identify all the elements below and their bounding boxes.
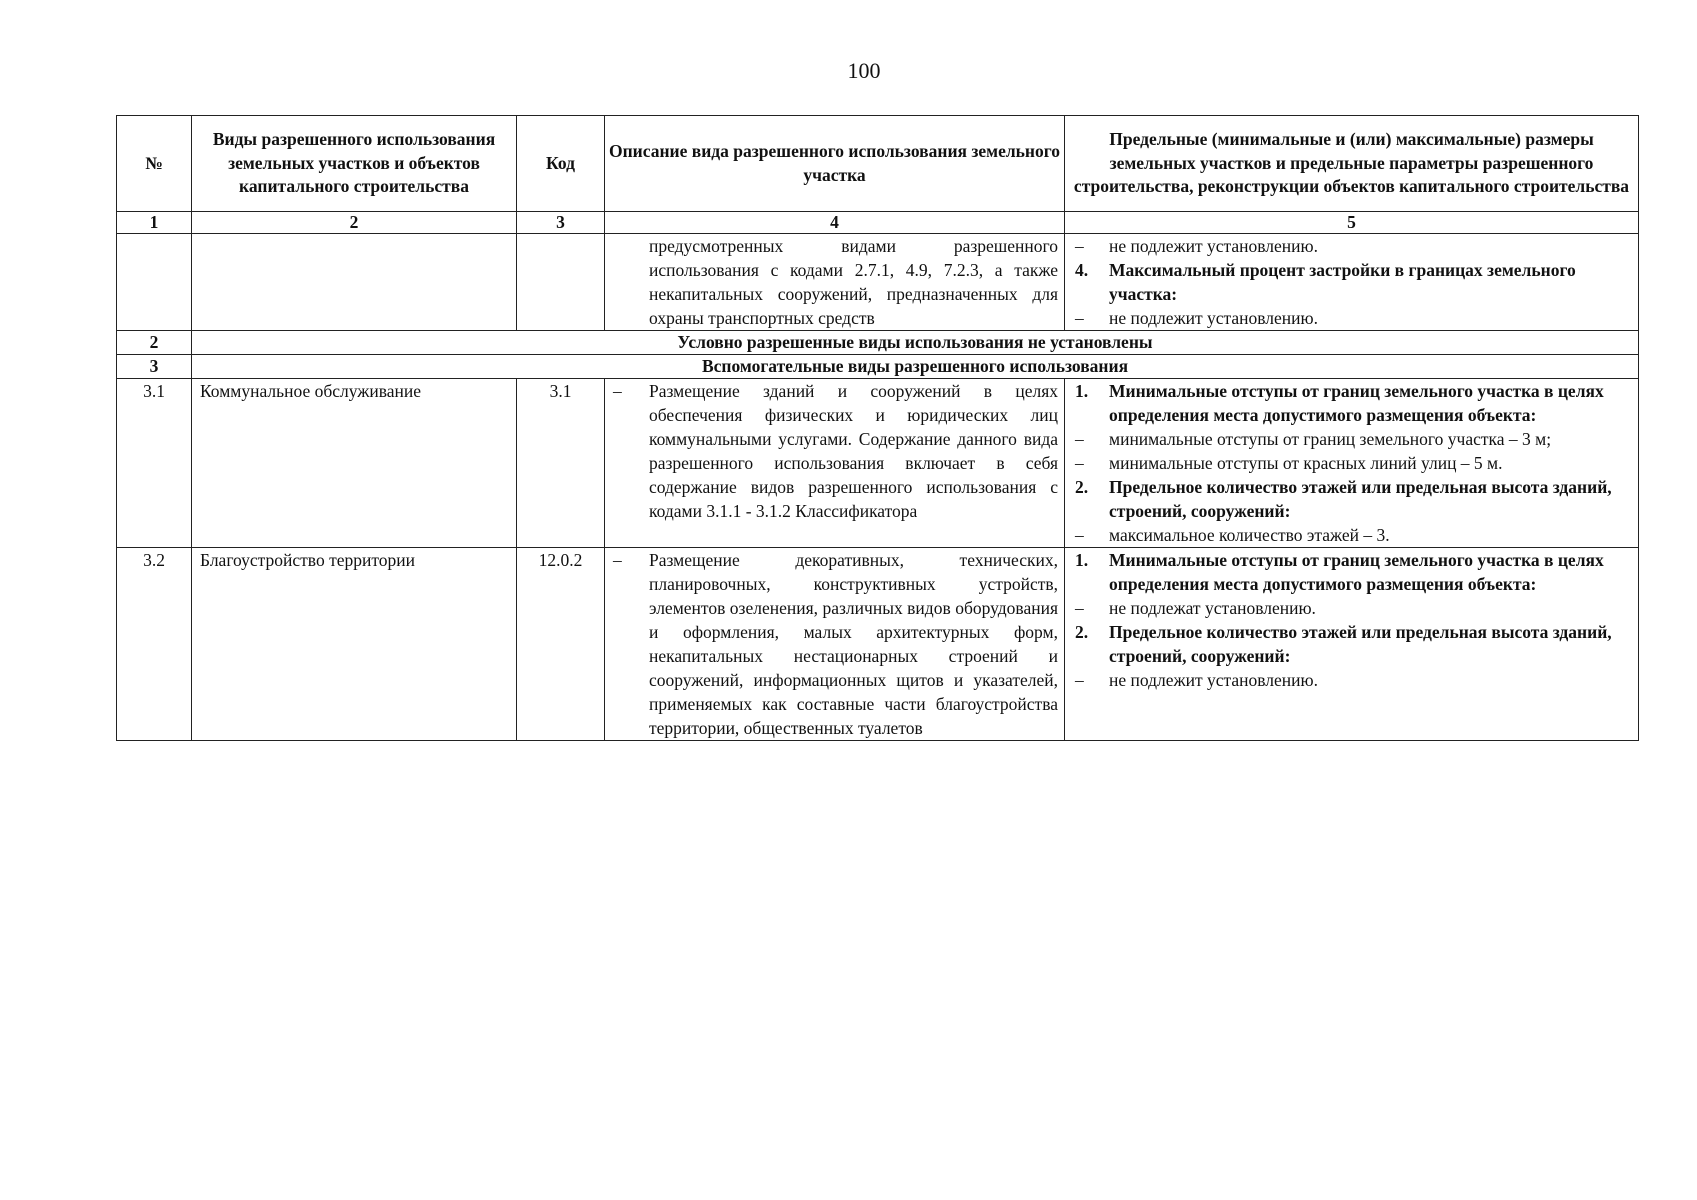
param-text: не подлежит установлению.: [1109, 308, 1318, 328]
column-number: 1: [117, 212, 192, 234]
param-marker: –: [1075, 453, 1084, 473]
section-row-auxiliary: [117, 355, 1639, 379]
param-text: минимальные отступы от границ земельного участка – 3 м;: [1109, 429, 1552, 449]
param-marker: 2.: [1075, 477, 1089, 497]
cell-number: [117, 234, 192, 331]
param-item: [1071, 258, 1632, 306]
param-marker: –: [1075, 308, 1084, 328]
cell-number: 3.1: [117, 379, 192, 548]
column-number-row: [117, 212, 1639, 234]
param-text: не подлежит установлению.: [1109, 236, 1318, 256]
param-marker: –: [1075, 236, 1084, 256]
param-item: [1071, 548, 1632, 596]
param-item: [1071, 306, 1632, 330]
param-item: [1071, 427, 1632, 451]
cell-code: [517, 234, 605, 331]
param-item: [1071, 451, 1632, 475]
page-number: 100: [847, 58, 881, 83]
description-dash: –: [613, 550, 622, 570]
param-text: не подлежат установлению.: [1109, 598, 1316, 618]
param-marker: –: [1075, 670, 1084, 690]
column-number: 3: [517, 212, 605, 234]
cell-parameters: [1065, 548, 1639, 741]
column-number: 2: [192, 212, 517, 234]
param-text: минимальные отступы от красных линий улиц – 5 м.: [1109, 453, 1503, 473]
cell-description: [605, 234, 1065, 331]
table-row: [117, 379, 1639, 548]
cell-parameters: [1065, 379, 1639, 548]
param-item: [1071, 523, 1632, 547]
cell-number: 3.2: [117, 548, 192, 741]
description-dash: –: [613, 381, 622, 401]
header-description: Описание вида разрешенного использования земельного участка: [605, 116, 1065, 212]
param-marker: 1.: [1075, 550, 1089, 570]
param-text: максимальное количество этажей – 3.: [1109, 525, 1390, 545]
description-text: предусмотренных видами разрешенного использования с кодами 2.7.1, 4.9, 7.2.3, а также некапитальных сооружений, предназначенных для охраны транспортных средств: [649, 236, 1058, 328]
param-item: [1071, 475, 1632, 523]
param-marker: 1.: [1075, 381, 1089, 401]
column-number: 4: [605, 212, 1065, 234]
param-marker: –: [1075, 525, 1084, 545]
land-use-table: [116, 115, 1639, 741]
description-text: Размещение зданий и сооружений в целях обеспечения физических и юридических лиц коммунальными услугами. Содержание данного вида разрешенного использования включает в себя содержание видов разрешенного использования с кодами 3.1.1 - 3.1.2 Классификатора: [649, 381, 1058, 521]
param-item: [1071, 379, 1632, 427]
param-marker: –: [1075, 429, 1084, 449]
section-title: Условно разрешенные виды использования не установлены: [192, 331, 1639, 355]
param-heading: Предельное количество этажей или предельная высота зданий, строений, сооружений:: [1109, 477, 1612, 521]
cell-parameters: [1065, 234, 1639, 331]
param-item: [1071, 620, 1632, 668]
table-row-continuation: [117, 234, 1639, 331]
cell-name: Благоустройство территории: [192, 548, 517, 741]
cell-code: 12.0.2: [517, 548, 605, 741]
param-marker: –: [1075, 598, 1084, 618]
param-heading: Минимальные отступы от границ земельного участка в целях определения места допустимого размещения объекта:: [1109, 381, 1604, 425]
param-item: [1071, 668, 1632, 692]
section-title: Вспомогательные виды разрешенного использования: [192, 355, 1639, 379]
header-parameters: Предельные (минимальные и (или) максимальные) размеры земельных участков и предельные параметры разрешенного строительства, реконструкции объектов капитального строительства: [1065, 116, 1639, 212]
cell-description: [605, 379, 1065, 548]
table-header-row: [117, 116, 1639, 212]
section-number: 3: [117, 355, 192, 379]
header-number: №: [117, 116, 192, 212]
column-number: 5: [1065, 212, 1639, 234]
description-text: Размещение декоративных, технических, планировочных, конструктивных устройств, элементов озеленения, различных видов оборудования и оформления, малых архитектурных форм, некапитальных нестационарных строений и сооружений, информационных щитов и указателей, применяемых как составные части благоустройства территории, общественных туалетов: [649, 550, 1058, 738]
header-use-types: Виды разрешенного использования земельных участков и объектов капитального строительства: [192, 116, 517, 212]
param-item: [1071, 234, 1632, 258]
param-item: [1071, 596, 1632, 620]
param-marker: 4.: [1075, 260, 1089, 280]
header-code: Код: [517, 116, 605, 212]
param-heading: Максимальный процент застройки в границах земельного участка:: [1109, 260, 1576, 304]
cell-name: Коммунальное обслуживание: [192, 379, 517, 548]
param-text: не подлежит установлению.: [1109, 670, 1318, 690]
section-number: 2: [117, 331, 192, 355]
table-row: [117, 548, 1639, 741]
cell-code: 3.1: [517, 379, 605, 548]
param-heading: Минимальные отступы от границ земельного участка в целях определения места допустимого размещения объекта:: [1109, 550, 1604, 594]
cell-description: [605, 548, 1065, 741]
param-marker: 2.: [1075, 622, 1089, 642]
cell-name: [192, 234, 517, 331]
param-heading: Предельное количество этажей или предельная высота зданий, строений, сооружений:: [1109, 622, 1612, 666]
section-row-conditional: [117, 331, 1639, 355]
